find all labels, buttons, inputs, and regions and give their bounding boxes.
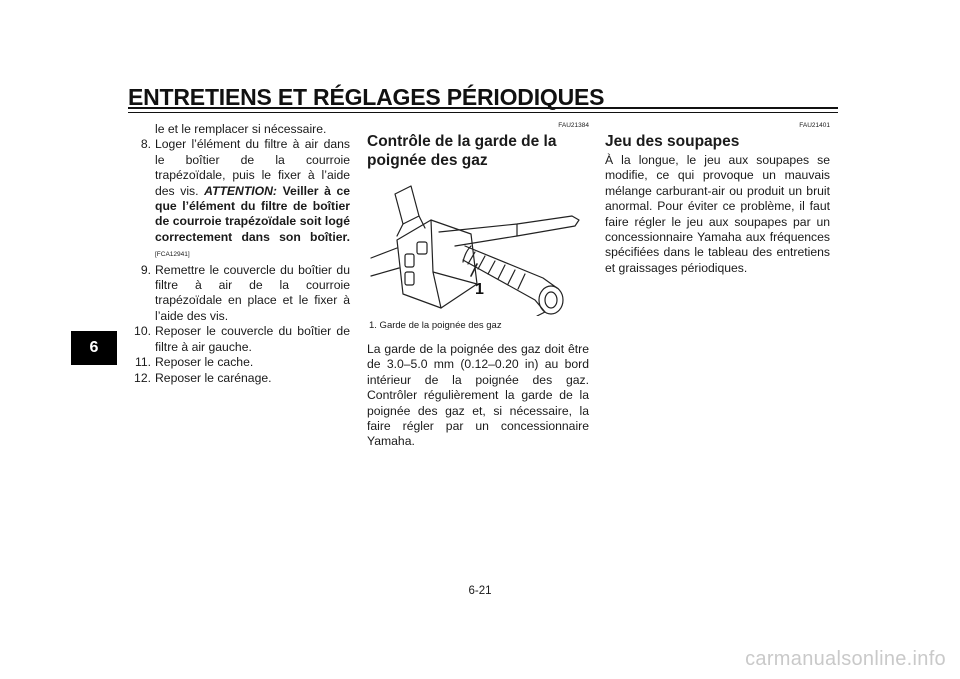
column-left — [127, 122, 350, 386]
section-heading: Contrôle de la garde de la poignée des gaz — [367, 133, 557, 169]
figure-callout: 1 — [475, 281, 484, 298]
list-text: Reposer le carénage. — [155, 370, 272, 385]
list-number: 8. — [140, 137, 151, 152]
list-item — [127, 137, 350, 262]
throttle-grip-illustration — [367, 176, 589, 316]
section-reference-code: FAU21401 — [799, 122, 830, 129]
list-number: 10. — [134, 324, 151, 339]
list-text: Loger l’élément du filtre à air dans le boîtier de la courroie trapézoïdale, puis le fixer à l’aide des vis. — [155, 137, 350, 198]
list-number: 11. — [134, 355, 151, 370]
header-rule — [128, 107, 838, 109]
list-text: Reposer le cache. — [155, 355, 254, 370]
section-reference-code: FAU21384 — [558, 122, 589, 129]
page-header-title: ENTRETIENS ET RÉGLAGES PÉRIODIQUES — [128, 84, 605, 110]
section-paragraph: À la longue, le jeu aux soupapes se modifie, ce qui provoque un mauvais mélange carburant-air ou produit un bruit anormal. Pour éviter ce problème, il faut faire régler le jeu aux soupapes par un concessionnaire Yamaha aux fréquences spécifiées dans le tableau des entretiens et graissages périodiques. — [605, 153, 830, 275]
header-rule-thin — [128, 112, 838, 113]
attention-text: Veiller à ce que l’élément du filtre de boîtier de courroie trapézoïdale soit logé correctement dans son boîtier. — [155, 183, 351, 244]
watermark: carmanualsonline.info — [745, 648, 946, 670]
list-item — [127, 355, 350, 370]
list-item — [127, 263, 350, 325]
list-item — [127, 324, 350, 355]
section-heading: Jeu des soupapes — [605, 133, 740, 150]
list-text: Remettre le couvercle du boîtier du filtre à air de la courroie trapézoïdale en place et le fixer à l’aide des vis. — [155, 262, 350, 323]
section-paragraph: La garde de la poignée des gaz doit être de 3.0–5.0 mm (0.12–0.20 in) au bord intérieur de la poignée des gaz. Contrôler régulièrement la garde de la poignée des gaz et, si nécessaire, la faire régler par un concessionnaire Yamaha. — [367, 342, 589, 449]
attention-code: [FCA12941] — [155, 251, 190, 259]
list-text: Reposer le couvercle du boîtier de filtre à air gauche. — [155, 324, 350, 354]
chapter-tab: 6 — [71, 331, 117, 365]
list-number: 12. — [134, 370, 151, 385]
figure-caption: 1. Garde de la poignée des gaz — [369, 320, 502, 331]
page-number: 6-21 — [468, 585, 492, 597]
continued-text: le et le remplacer si nécessaire. — [155, 122, 327, 136]
column-middle — [367, 122, 589, 450]
throttle-grip-figure — [367, 176, 589, 316]
attention-label: ATTENTION: — [204, 183, 277, 198]
list-number: 9. — [140, 262, 151, 277]
column-right — [605, 122, 830, 276]
list-item — [127, 371, 350, 386]
